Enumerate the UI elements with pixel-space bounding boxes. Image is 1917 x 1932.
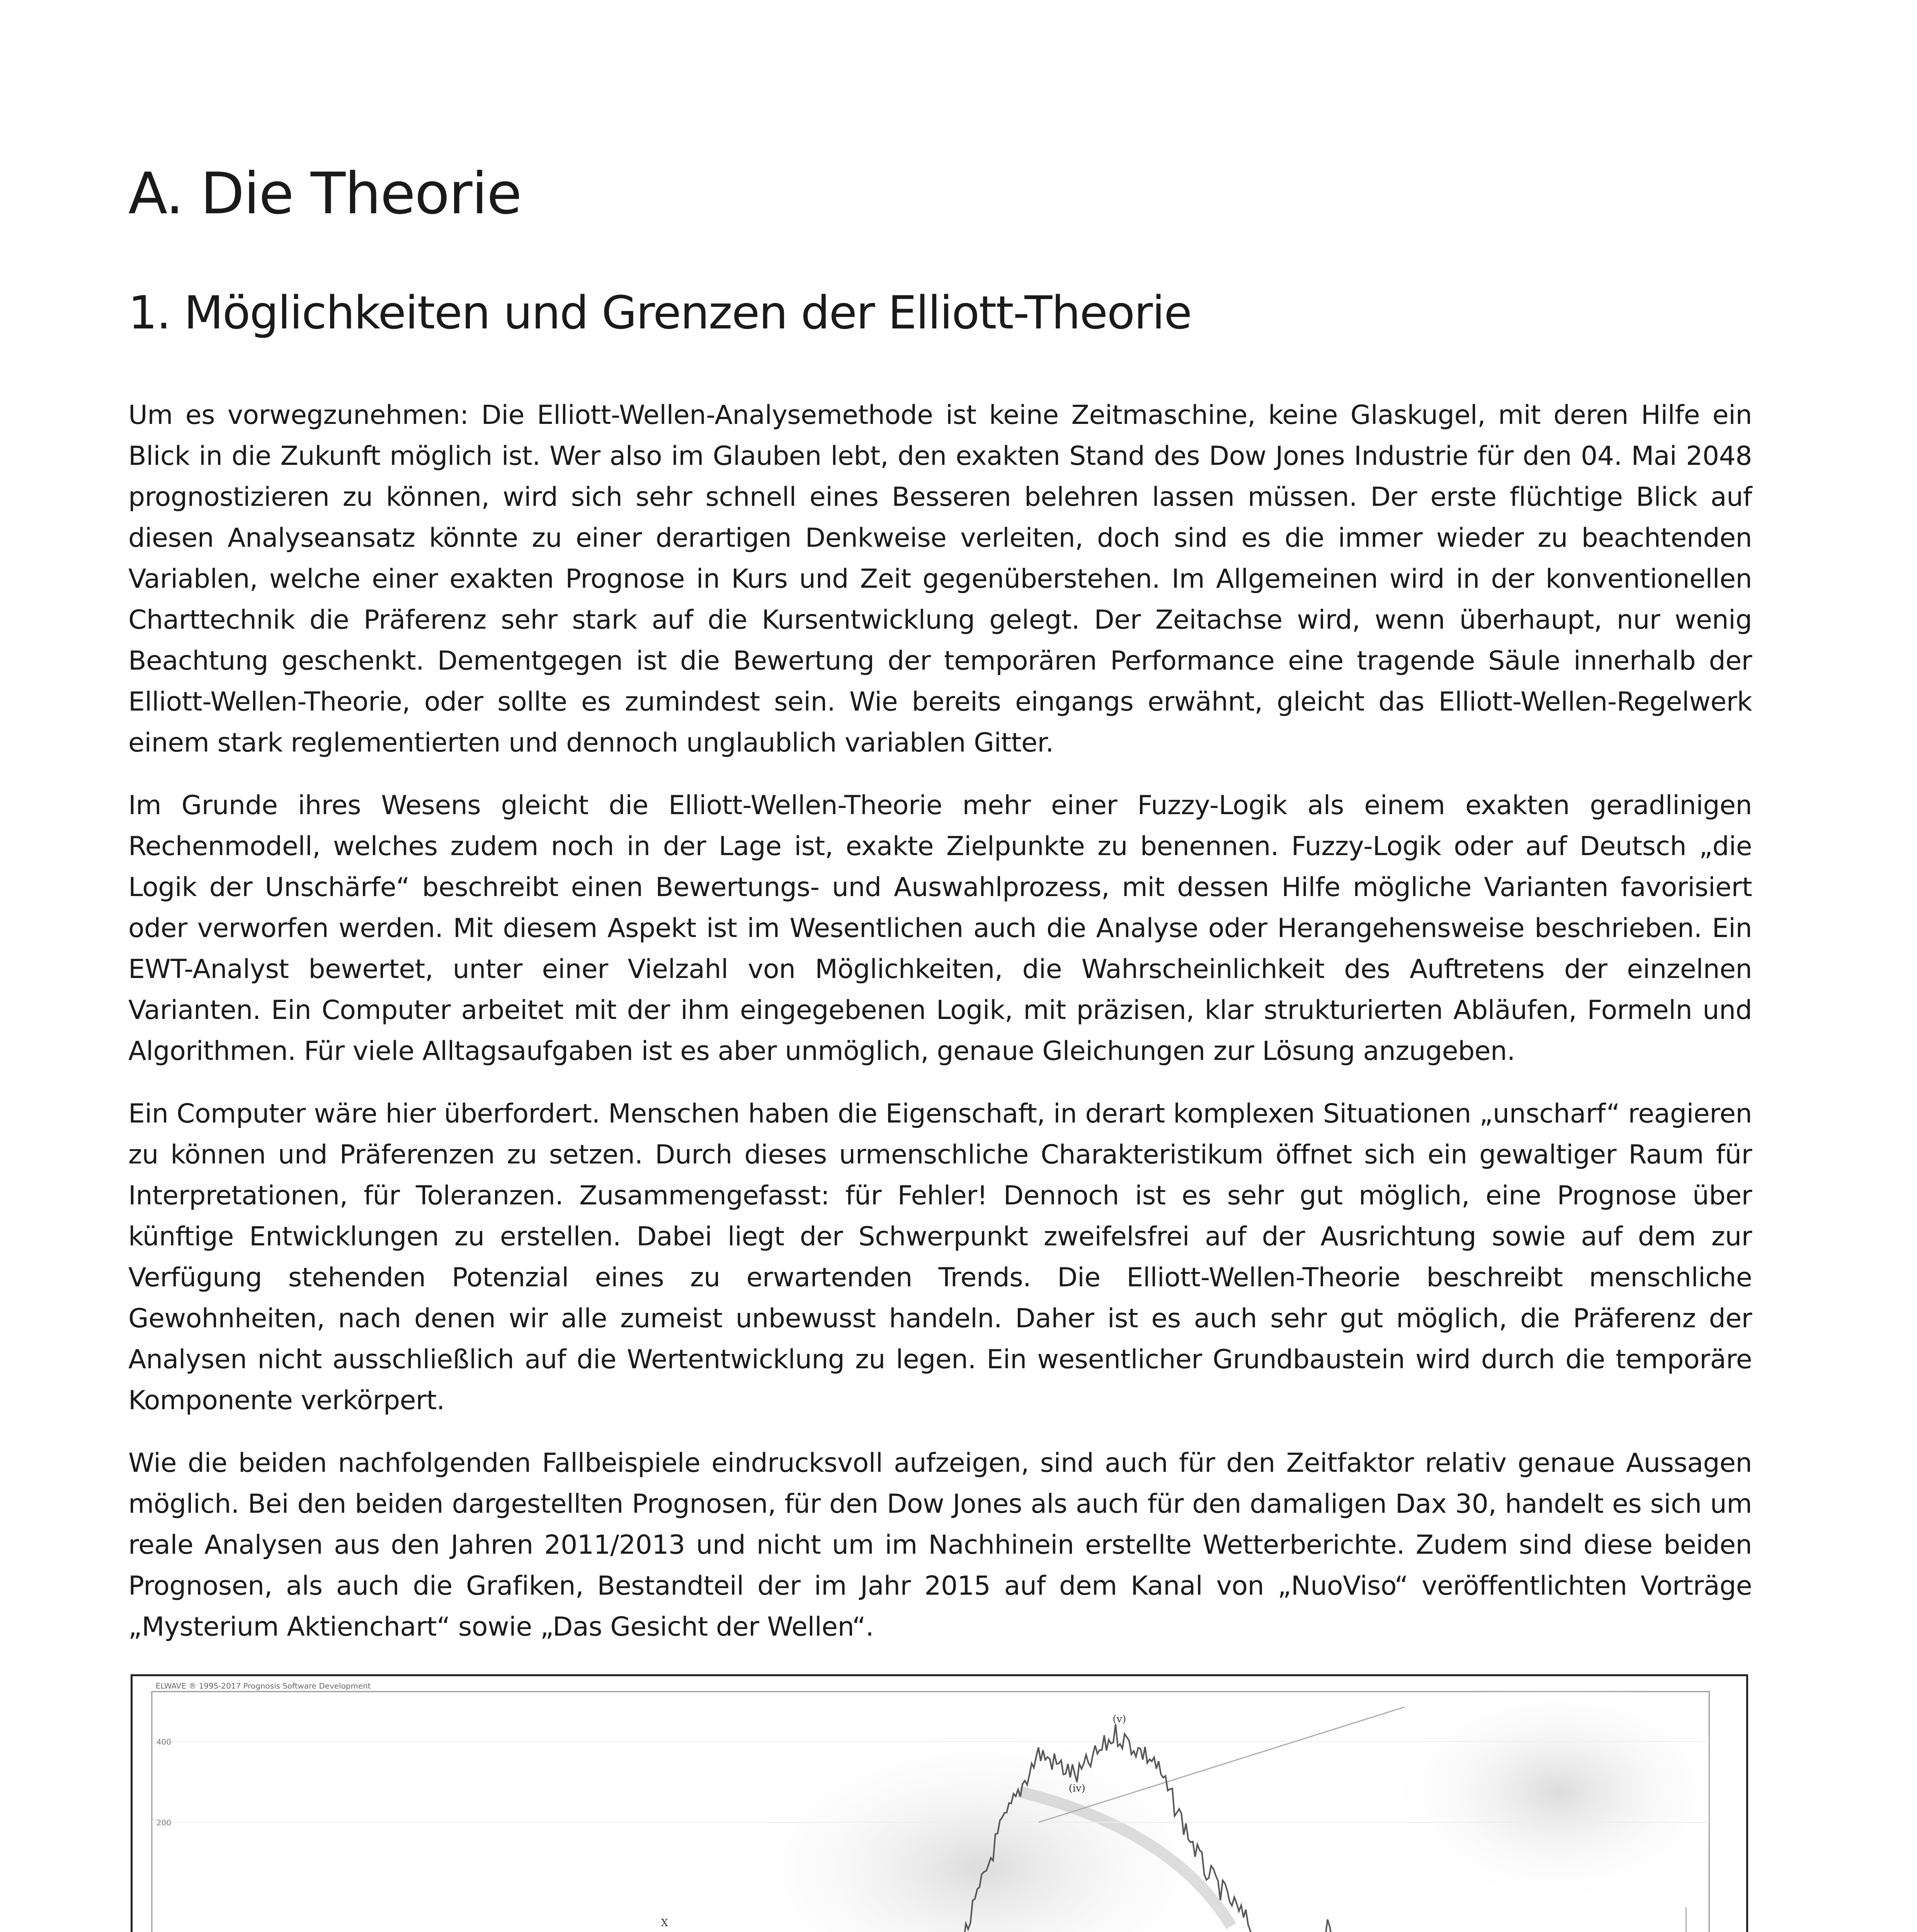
y-tick-label: 200 (156, 1818, 171, 1828)
wave-label: (v) (1112, 1713, 1126, 1725)
y-tick-label: 400 (156, 1738, 171, 1747)
figure-header-text: ELWAVE ® 1995-2017 Prognosis Software Development (155, 1681, 371, 1690)
body-text (128, 395, 1752, 1669)
chart-image (133, 1676, 1746, 1932)
paragraph: Wie die beiden nachfolgenden Fallbeispiele eindrucksvoll aufzeigen, sind auch für den Zeitfaktor relativ genaue Aussagen möglich. Bei den beiden dargestellten Prognosen, für den Dow Jones als auch für den damaligen Dax 30, handelt es sich um reale Analysen aus den Jahren 2011/2013 und nicht um im Nachhinein erstellte Wetterberichte. Zudem sind diese beiden Prognosen, als auch die Grafiken, Bestandteil der im Jahr 2015 auf dem Kanal von „NuoViso“ veröffentlichten Vorträge „Mysterium Aktienchart“ sowie „Das Gesicht der Wellen“. (128, 1448, 1752, 1642)
paragraph: Im Grunde ihres Wesens gleicht die Elliott-Wellen-Theorie mehr einer Fuzzy-Logik als einem exakten geradlinigen Rechenmodell, welches zudem noch in der Lage ist, exakte Zielpunkte zu benennen. Fuzzy-Logik oder auf Deutsch „die Logik der Unschärfe“ beschreibt einen Bewertungs- und Auswahlprozess, mit dessen Hilfe mögliche Varianten favorisiert oder verworfen werden. Mit diesem Aspekt ist im Wesentlichen auch die Analyse oder Herangehensweise beschrieben. Ein EWT-Analyst bewertet, unter einer Vielzahl von Möglichkeiten, die Wahrscheinlichkeit des Auftretens der einzelnen Varianten. Ein Computer arbeitet mit der ihm eingegebenen Logik, mit präzisen, klar strukturierten Abläufen, Formeln und Algorithmen. Für viele Alltagsaufgaben ist es aber unmöglich, genaue Gleichungen zur Lösung anzugeben. (128, 790, 1752, 1066)
paragraph: Um es vorwegzunehmen: Die Elliott-Wellen-Analysemethode ist keine Zeitmaschine, keine Glaskugel, mit deren Hilfe ein Blick in die Zukunft möglich ist. Wer also im Glauben lebt, den exakten Stand des Dow Jones Industrie für den 04. Mai 2048 prognostizieren zu können, wird sich sehr schnell eines Besseren belehren lassen müssen. Der erste flüchtige Blick auf diesen Analyseansatz könnte zu einer derartigen Denkweise verleiten, doch sind es die immer wieder zu beachtenden Variablen, welche einer exakten Prognose in Kurs und Zeit gegenüberstehen. Im Allgemeinen wird in der konventionellen Charttechnik die Präferenz sehr stark auf die Kursentwicklung gelegt. Der Zeitachse wird, wenn überhaupt, nur wenig Beachtung geschenkt. Dementgegen ist die Bewertung der temporären Performance eine tragende Säule innerhalb der Elliott-Wellen-Theorie, oder sollte es zumindest sein. Wie bereits eingangs erwähnt, gleicht das Elliott-Wellen-Regelwerk einem stark reglementierten und dennoch unglaublich variablen Gitter. (128, 400, 1752, 758)
wave-label: X (661, 1917, 668, 1929)
swirl-shading (1385, 1676, 1732, 1907)
subheading: 1. Möglichkeiten und Grenzen der Elliott-Theorie (128, 286, 1191, 339)
figure-elwave-chart (131, 1674, 1748, 1932)
wave-label: (iv) (1068, 1782, 1085, 1794)
swirl-shading (730, 1722, 1231, 1932)
paragraph: Ein Computer wäre hier überfordert. Menschen haben die Eigenschaft, in derart komplexen Situationen „unscharf“ reagieren zu können und Präferenzen zu setzen. Durch dieses urmenschliche Charakteristikum öffnet sich ein gewaltiger Raum für Interpretationen, für Toleranzen. Zusammengefasst: für Fehler! Dennoch ist es sehr gut möglich, eine Prognose über künftige Entwicklungen zu erstellen. Dabei liegt der Schwerpunkt zweifelsfrei auf der Ausrichtung sowie auf dem zur Verfügung stehenden Potenzial eines zu erwartenden Trends. Die Elliott-Wellen-Theorie beschreibt menschliche Gewohnheiten, nach denen wir alle zumeist unbewusst handeln. Daher ist es auch sehr gut möglich, die Präferenz der Analysen nicht ausschließlich auf die Wertentwicklung zu legen. Ein wesentlicher Grundbaustein wird durch die temporäre Komponente verkörpert. (128, 1099, 1752, 1416)
heading: A. Die Theorie (128, 160, 521, 227)
